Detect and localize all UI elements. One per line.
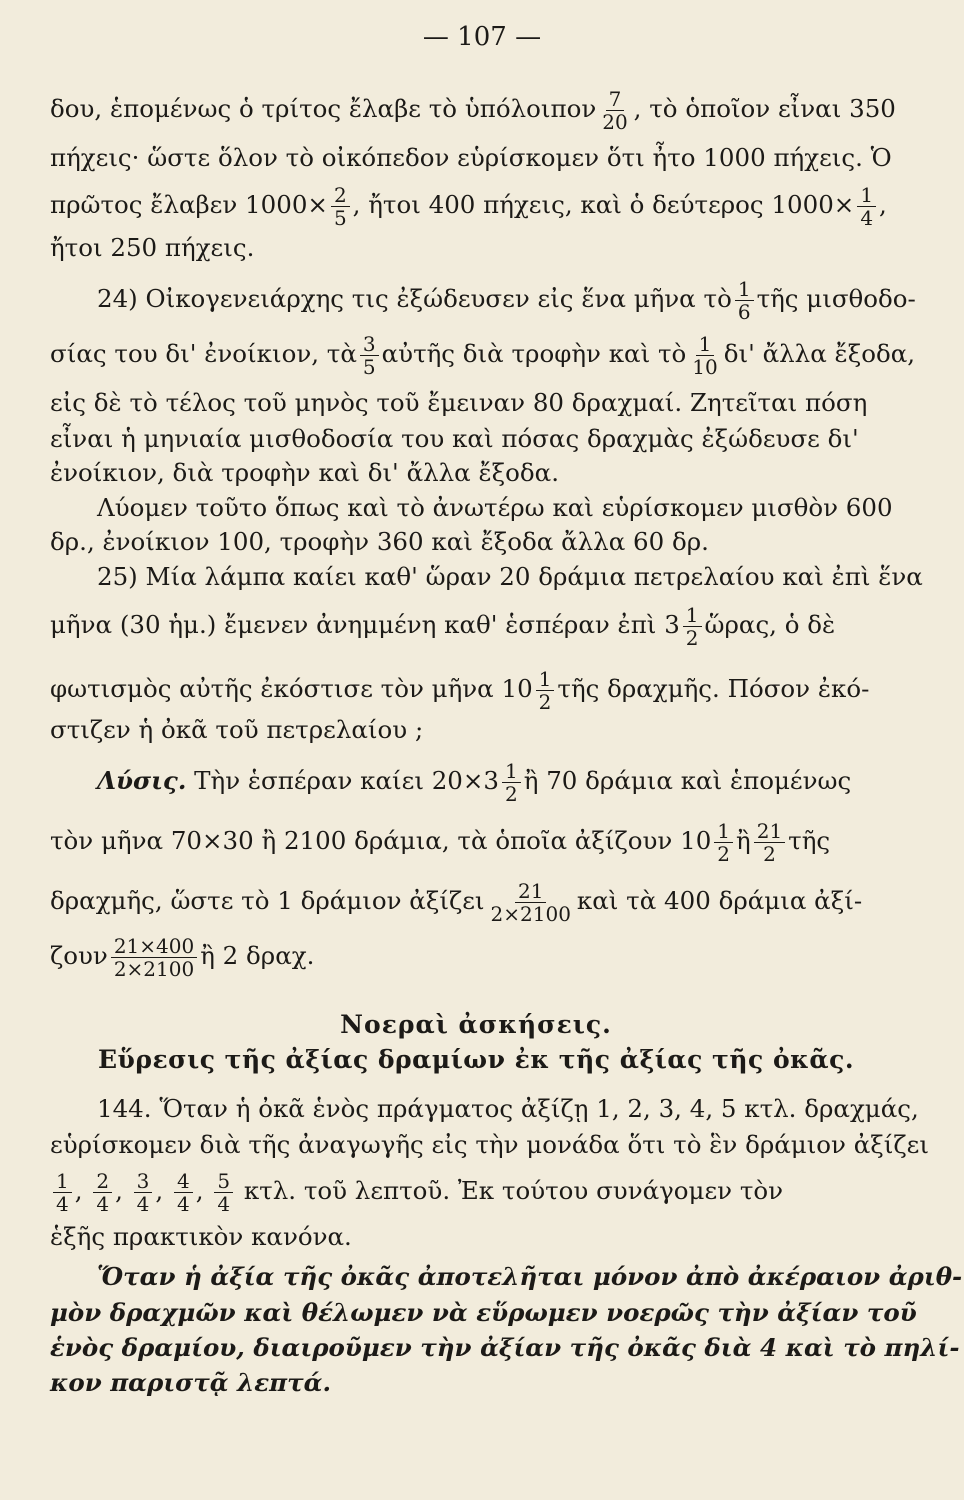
line-part: 24) Οἰκογενειάρχης τις ἐξώδευσεν εἰς ἕνα μῆνα τὸ $\frac{1}{6}$ τῆς μισθοδο- [97, 277, 916, 324]
text-line: 25) Μία λάμπα καίει καθ' ὥραν 20 δράμια πετρελαίου καὶ ἐπὶ ἕνα [97, 562, 923, 591]
text-line [50, 820, 902, 865]
fraction: $\frac{1}{10}$ [692, 332, 718, 379]
rule-text-line: κον παριστᾷ λεπτά. [50, 1368, 331, 1397]
section-heading: Νοεραὶ ἀσκήσεις. [340, 1010, 612, 1039]
line-part: δραχμῆς, ὥστε τὸ 1 δράμιον ἀξίζει $\frac{21}{2\times 2100}$ καὶ τὰ 400 δράμια ἀξί- [50, 879, 863, 926]
text-line [50, 604, 902, 649]
fraction: $\frac{2}{4}$ [93, 1170, 112, 1215]
line-part: $\frac{1}{4}$ , $\frac{2}{4}$ , $\frac{3}{4}$ , $\frac{4}{4}$ , $\frac{5}{4}$ κτλ. τοῦ λεπτοῦ. Ἐκ τούτου συνάγομεν τὸν [50, 1170, 783, 1215]
fraction: $\frac{1}{2}$ [502, 760, 521, 805]
text-line: ζουν $\frac{21\times 400}{2\times 2100}$ ἢ 2 δραχ. [50, 934, 315, 981]
text-line: ἐνοίκιον, διὰ τροφὴν καὶ δι' ἄλλα ἔξοδα. [50, 458, 559, 487]
line-part: μῆνα (30 ἡμ.) ἔμενεν ἀνημμένη καθ' ἑσπέραν ἐπὶ 3 $\frac{1}{2}$ ὥρας, ὁ δὲ [50, 603, 836, 650]
fraction: $\frac{21}{2}$ [754, 820, 785, 865]
line-part: Λύσις. Τὴν ἑσπέραν καίει 20×3 $\frac{1}{2}$ ἢ 70 δράμια καὶ ἑπομένως [97, 759, 852, 806]
rule-text-line: ἑνὸς δραμίου, διαιροῦμεν τὴν ἀξίαν τῆς ὀκᾶς διὰ 4 καὶ τὸ πηλί- [50, 1333, 960, 1362]
page-number: — 107 — [422, 22, 542, 52]
text-line [97, 760, 902, 805]
text-line: εἰς δὲ τὸ τέλος τοῦ μηνὸς τοῦ ἔμειναν 80 δραχμαί. Ζητεῖται πόση [50, 388, 868, 417]
line-part: δου, ἑπομένως ὁ τρίτος ἔλαβε τὸ ὑπόλοιπον $\frac{7}{20}$ , τὸ ὁποῖον εἶναι 350 [50, 87, 896, 134]
text-line: εἶναι ἡ μηνιαία μισθοδοσία του καὶ πόσας δραχμὰς ἐξώδευσε δι' [50, 424, 859, 453]
text-line [50, 184, 902, 229]
line-part: φωτισμὸς αὐτῆς ἐκόστισε τὸν μῆνα 10 $\frac{1}{2}$ τῆς δραχμῆς. Πόσον ἐκό- [50, 667, 870, 714]
fraction: $\frac{7}{20}$ [602, 87, 628, 134]
section-subheading: Εὕρεσις τῆς ἀξίας δραμίων ἐκ τῆς ἀξίας τῆς ὀκᾶς. [97, 1045, 855, 1074]
fraction: $\frac{1}{2}$ [683, 604, 702, 649]
fraction: $\frac{4}{4}$ [174, 1170, 193, 1215]
line-part: πρῶτος ἔλαβεν 1000× $\frac{2}{5}$ , ἤτοι 400 πήχεις, καὶ ὁ δεύτερος 1000× $\frac{1}{4}$ , [50, 183, 887, 230]
fraction: $\frac{1}{6}$ [735, 278, 754, 323]
fraction: $\frac{5}{4}$ [214, 1170, 233, 1215]
fraction: $\frac{1}{4}$ [857, 184, 876, 229]
line-part: τὸν μῆνα 70×30 ἢ 2100 δράμια, τὰ ὁποῖα ἀξίζουν 10 $\frac{1}{2}$ ἢ $\frac{21}{2}$ τῆς [50, 819, 831, 866]
text-line [50, 332, 916, 379]
text-line: εὑρίσκομεν διὰ τῆς ἀναγωγῆς εἰς τὴν μονάδα ὅτι τὸ ἓν δράμιον ἀξίζει [50, 1130, 929, 1159]
rule-text-line: μὸν δραχμῶν καὶ θέλωμεν νὰ εὕρωμεν νοερῶς τὴν ἀξίαν τοῦ [50, 1298, 917, 1327]
fraction: $\frac{3}{5}$ [360, 333, 379, 378]
text-line: ἑξῆς πρακτικὸν κανόνα. [50, 1222, 352, 1251]
text-line: στιζεν ἡ ὀκᾶ τοῦ πετρελαίου ; [50, 715, 424, 744]
text-line: Λύομεν τοῦτο ὅπως καὶ τὸ ἀνωτέρω καὶ εὑρίσκομεν μισθὸν 600 [97, 493, 893, 522]
text-line [50, 880, 902, 925]
text-line: ἤτοι 250 πήχεις. [50, 233, 255, 262]
fraction: $\frac{1}{2}$ [536, 668, 555, 713]
fraction: $\frac{1}{4}$ [53, 1170, 72, 1215]
fraction: $\frac{2}{5}$ [331, 184, 350, 229]
text-line [50, 88, 902, 133]
fraction: $\frac{21\times 400}{2\times 2100}$ [111, 935, 197, 980]
text-line: πήχεις· ὥστε ὅλον τὸ οἰκόπεδον εὑρίσκομεν ὅτι ἦτο 1000 πήχεις. Ὁ [50, 143, 892, 172]
fraction: $\frac{3}{4}$ [134, 1170, 153, 1215]
text-line [50, 668, 902, 713]
fraction: $\frac{21}{2\times 2100}$ [490, 879, 571, 926]
line-part: σίας του δι' ἐνοίκιον, τὰ $\frac{3}{5}$ αὐτῆς διὰ τροφὴν καὶ τὸ $\frac{1}{10}$ δι' ἄλλα ἔξοδα, [50, 332, 916, 379]
text-line: 144. Ὅταν ἡ ὀκᾶ ἑνὸς πράγματος ἀξίζῃ 1, 2, 3, 4, 5 κτλ. δραχμάς, [97, 1094, 919, 1123]
text-line [50, 1170, 902, 1215]
rule-text-line: Ὅταν ἡ ἀξία τῆς ὀκᾶς ἀποτελῆται μόνον ἀπὸ ἀκέραιον ἀριθ- [97, 1262, 963, 1291]
fraction: $\frac{1}{2}$ [714, 820, 733, 865]
text-line [97, 277, 916, 324]
text-line: δρ., ἐνοίκιον 100, τροφὴν 360 καὶ ἔξοδα ἄλλα 60 δρ. [50, 527, 709, 556]
